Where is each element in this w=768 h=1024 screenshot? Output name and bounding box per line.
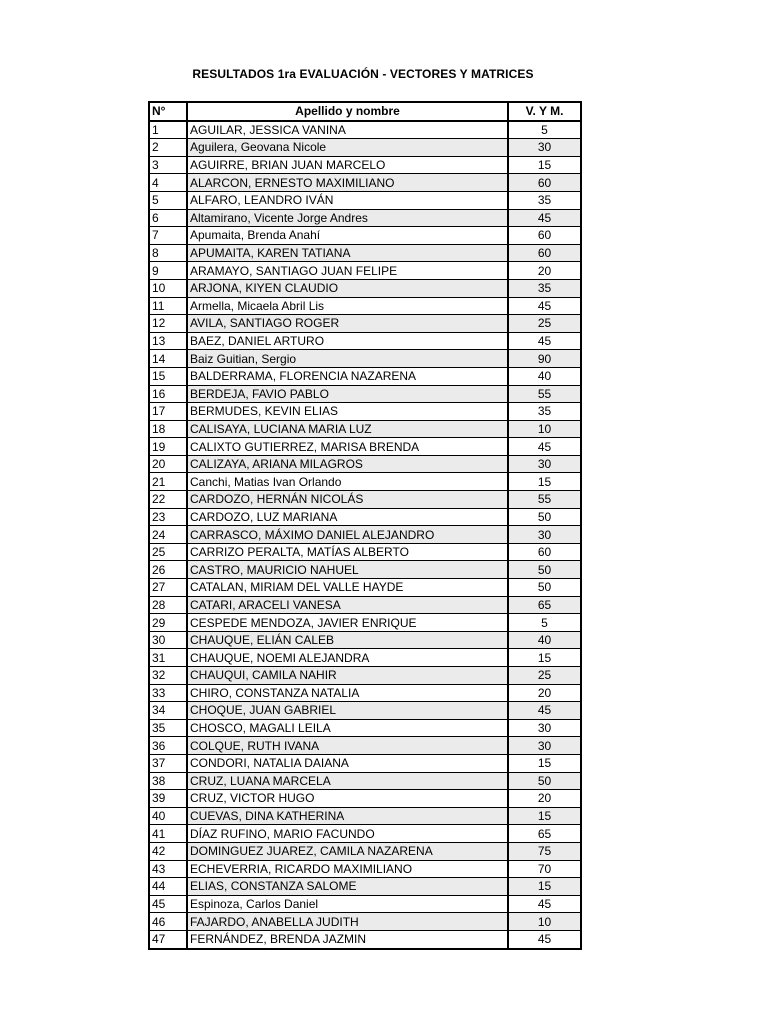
- row-number: 2: [149, 139, 187, 157]
- row-number: 18: [149, 420, 187, 438]
- student-name: CALIZAYA, ARIANA MILAGROS: [187, 455, 508, 473]
- student-name: FAJARDO, ANABELLA JUDITH: [187, 913, 508, 931]
- table-row: [149, 403, 581, 421]
- table-row: [149, 121, 581, 139]
- row-number: 4: [149, 174, 187, 192]
- student-name: CONDORI, NATALIA DAIANA: [187, 754, 508, 772]
- student-score: 90: [508, 350, 581, 368]
- student-name: DOMINGUEZ JUAREZ, CAMILA NAZARENA: [187, 842, 508, 860]
- table-row: [149, 807, 581, 825]
- row-number: 44: [149, 878, 187, 896]
- row-number: 47: [149, 930, 187, 948]
- student-name: ARAMAYO, SANTIAGO JUAN FELIPE: [187, 262, 508, 280]
- table-row: [149, 684, 581, 702]
- table-row: [149, 262, 581, 280]
- student-name: ELIAS, CONSTANZA SALOME: [187, 878, 508, 896]
- student-score: 45: [508, 209, 581, 227]
- student-score: 15: [508, 754, 581, 772]
- row-number: 36: [149, 737, 187, 755]
- student-name: CALISAYA, LUCIANA MARIA LUZ: [187, 420, 508, 438]
- student-name: AGUIRRE, BRIAN JUAN MARCELO: [187, 156, 508, 174]
- student-name: BALDERRAMA, FLORENCIA NAZARENA: [187, 367, 508, 385]
- student-score: 15: [508, 473, 581, 491]
- student-name: Baiz Guitian, Sergio: [187, 350, 508, 368]
- row-number: 26: [149, 561, 187, 579]
- student-name: CARDOZO, LUZ MARIANA: [187, 508, 508, 526]
- table-row: [149, 473, 581, 491]
- student-name: BERDEJA, FAVIO PABLO: [187, 385, 508, 403]
- row-number: 27: [149, 579, 187, 597]
- student-name: CESPEDE MENDOZA, JAVIER ENRIQUE: [187, 614, 508, 632]
- table-row: [149, 825, 581, 843]
- student-score: 65: [508, 825, 581, 843]
- table-row: [149, 156, 581, 174]
- row-number: 19: [149, 438, 187, 456]
- student-score: 5: [508, 121, 581, 139]
- student-score: 50: [508, 772, 581, 790]
- table-row: [149, 719, 581, 737]
- student-score: 25: [508, 667, 581, 685]
- student-score: 30: [508, 526, 581, 544]
- row-number: 34: [149, 702, 187, 720]
- student-score: 35: [508, 403, 581, 421]
- row-number: 39: [149, 790, 187, 808]
- row-number: 11: [149, 297, 187, 315]
- header-score: V. Y M.: [508, 102, 581, 121]
- table-header: [149, 102, 581, 121]
- student-name: Canchi, Matias Ivan Orlando: [187, 473, 508, 491]
- row-number: 1: [149, 121, 187, 139]
- student-name: Armella, Micaela Abril Lis: [187, 297, 508, 315]
- table-row: [149, 279, 581, 297]
- student-score: 30: [508, 455, 581, 473]
- row-number: 28: [149, 596, 187, 614]
- student-score: 50: [508, 579, 581, 597]
- student-score: 50: [508, 508, 581, 526]
- table-row: [149, 649, 581, 667]
- table-row: [149, 543, 581, 561]
- row-number: 29: [149, 614, 187, 632]
- row-number: 3: [149, 156, 187, 174]
- table-row: [149, 596, 581, 614]
- student-score: 45: [508, 930, 581, 948]
- student-score: 10: [508, 913, 581, 931]
- student-name: Altamirano, Vicente Jorge Andres: [187, 209, 508, 227]
- student-score: 40: [508, 631, 581, 649]
- student-score: 20: [508, 684, 581, 702]
- header-row: [149, 102, 581, 121]
- row-number: 17: [149, 403, 187, 421]
- table-row: [149, 737, 581, 755]
- student-score: 60: [508, 543, 581, 561]
- student-name: CARRASCO, MÁXIMO DANIEL ALEJANDRO: [187, 526, 508, 544]
- table-row: [149, 438, 581, 456]
- student-score: 60: [508, 227, 581, 245]
- student-score: 70: [508, 860, 581, 878]
- student-name: CRUZ, VICTOR HUGO: [187, 790, 508, 808]
- student-score: 65: [508, 596, 581, 614]
- table-row: [149, 367, 581, 385]
- student-name: AVILA, SANTIAGO ROGER: [187, 315, 508, 333]
- student-score: 75: [508, 842, 581, 860]
- student-name: APUMAITA, KAREN TATIANA: [187, 244, 508, 262]
- student-score: 30: [508, 719, 581, 737]
- student-score: 15: [508, 878, 581, 896]
- student-score: 60: [508, 174, 581, 192]
- student-score: 40: [508, 367, 581, 385]
- row-number: 5: [149, 191, 187, 209]
- row-number: 10: [149, 279, 187, 297]
- row-number: 23: [149, 508, 187, 526]
- table-row: [149, 667, 581, 685]
- student-name: ECHEVERRIA, RICARDO MAXIMILIANO: [187, 860, 508, 878]
- student-score: 60: [508, 244, 581, 262]
- row-number: 8: [149, 244, 187, 262]
- table-row: [149, 174, 581, 192]
- table-row: [149, 455, 581, 473]
- student-score: 30: [508, 139, 581, 157]
- row-number: 24: [149, 526, 187, 544]
- row-number: 13: [149, 332, 187, 350]
- student-score: 30: [508, 737, 581, 755]
- table-row: [149, 508, 581, 526]
- row-number: 45: [149, 895, 187, 913]
- student-score: 20: [508, 790, 581, 808]
- table-row: [149, 491, 581, 509]
- student-score: 10: [508, 420, 581, 438]
- student-name: CHAUQUE, ELIÁN CALEB: [187, 631, 508, 649]
- student-name: CALIXTO GUTIERREZ, MARISA BRENDA: [187, 438, 508, 456]
- table-row: [149, 350, 581, 368]
- table-row: [149, 860, 581, 878]
- student-score: 55: [508, 491, 581, 509]
- student-score: 45: [508, 438, 581, 456]
- table-row: [149, 702, 581, 720]
- student-name: ALARCON, ERNESTO MAXIMILIANO: [187, 174, 508, 192]
- row-number: 15: [149, 367, 187, 385]
- table-row: [149, 244, 581, 262]
- student-score: 45: [508, 702, 581, 720]
- row-number: 43: [149, 860, 187, 878]
- row-number: 32: [149, 667, 187, 685]
- student-score: 35: [508, 279, 581, 297]
- row-number: 30: [149, 631, 187, 649]
- row-number: 37: [149, 754, 187, 772]
- row-number: 38: [149, 772, 187, 790]
- table-row: [149, 191, 581, 209]
- table-row: [149, 209, 581, 227]
- row-number: 6: [149, 209, 187, 227]
- row-number: 25: [149, 543, 187, 561]
- table-row: [149, 385, 581, 403]
- student-name: ARJONA, KIYEN CLAUDIO: [187, 279, 508, 297]
- row-number: 20: [149, 455, 187, 473]
- student-score: 45: [508, 895, 581, 913]
- student-name: CARRIZO PERALTA, MATÍAS ALBERTO: [187, 543, 508, 561]
- row-number: 7: [149, 227, 187, 245]
- student-name: CHIRO, CONSTANZA NATALIA: [187, 684, 508, 702]
- table-row: [149, 772, 581, 790]
- student-name: ALFARO, LEANDRO IVÁN: [187, 191, 508, 209]
- student-score: 45: [508, 332, 581, 350]
- table-row: [149, 579, 581, 597]
- student-name: CATALAN, MIRIAM DEL VALLE HAYDE: [187, 579, 508, 597]
- table-row: [149, 297, 581, 315]
- student-name: Aguilera, Geovana Nicole: [187, 139, 508, 157]
- student-score: 5: [508, 614, 581, 632]
- row-number: 41: [149, 825, 187, 843]
- row-number: 14: [149, 350, 187, 368]
- student-name: CUEVAS, DINA KATHERINA: [187, 807, 508, 825]
- student-name: CHOQUE, JUAN GABRIEL: [187, 702, 508, 720]
- student-name: DÍAZ RUFINO, MARIO FACUNDO: [187, 825, 508, 843]
- table-row: [149, 754, 581, 772]
- row-number: 42: [149, 842, 187, 860]
- student-name: FERNÁNDEZ, BRENDA JAZMIN: [187, 930, 508, 948]
- table-row: [149, 139, 581, 157]
- table-row: [149, 332, 581, 350]
- student-name: CARDOZO, HERNÁN NICOLÁS: [187, 491, 508, 509]
- student-score: 15: [508, 649, 581, 667]
- student-score: 25: [508, 315, 581, 333]
- table-row: [149, 878, 581, 896]
- row-number: 22: [149, 491, 187, 509]
- student-score: 45: [508, 297, 581, 315]
- student-name: COLQUE, RUTH IVANA: [187, 737, 508, 755]
- student-name: BERMUDES, KEVIN ELIAS: [187, 403, 508, 421]
- row-number: 9: [149, 262, 187, 280]
- row-number: 31: [149, 649, 187, 667]
- student-name: Apumaita, Brenda Anahí: [187, 227, 508, 245]
- table-row: [149, 526, 581, 544]
- table-row: [149, 420, 581, 438]
- row-number: 33: [149, 684, 187, 702]
- row-number: 12: [149, 315, 187, 333]
- student-name: CHAUQUE, NOEMI ALEJANDRA: [187, 649, 508, 667]
- table-row: [149, 227, 581, 245]
- student-name: CATARI, ARACELI VANESA: [187, 596, 508, 614]
- table-body: [149, 121, 581, 949]
- student-score: 35: [508, 191, 581, 209]
- table-row: [149, 930, 581, 948]
- student-name: CASTRO, MAURICIO NAHUEL: [187, 561, 508, 579]
- table-row: [149, 895, 581, 913]
- header-number: N°: [149, 102, 187, 121]
- student-score: 15: [508, 807, 581, 825]
- results-table: [148, 101, 582, 950]
- student-name: CRUZ, LUANA MARCELA: [187, 772, 508, 790]
- student-name: Espinoza, Carlos Daniel: [187, 895, 508, 913]
- student-score: 50: [508, 561, 581, 579]
- student-name: CHAUQUI, CAMILA NAHIR: [187, 667, 508, 685]
- table-row: [149, 913, 581, 931]
- student-score: 15: [508, 156, 581, 174]
- table-row: [149, 561, 581, 579]
- student-name: AGUILAR, JESSICA VANINA: [187, 121, 508, 139]
- table-row: [149, 790, 581, 808]
- table-row: [149, 631, 581, 649]
- row-number: 40: [149, 807, 187, 825]
- student-score: 20: [508, 262, 581, 280]
- student-name: CHOSCO, MAGALI LEILA: [187, 719, 508, 737]
- row-number: 16: [149, 385, 187, 403]
- page-title: RESULTADOS 1ra EVALUACIÓN - VECTORES Y MATRICES: [192, 67, 534, 81]
- row-number: 21: [149, 473, 187, 491]
- student-score: 55: [508, 385, 581, 403]
- table-row: [149, 315, 581, 333]
- header-name: Apellido y nombre: [187, 102, 508, 121]
- student-name: BAEZ, DANIEL ARTURO: [187, 332, 508, 350]
- row-number: 35: [149, 719, 187, 737]
- row-number: 46: [149, 913, 187, 931]
- table-row: [149, 842, 581, 860]
- table-row: [149, 614, 581, 632]
